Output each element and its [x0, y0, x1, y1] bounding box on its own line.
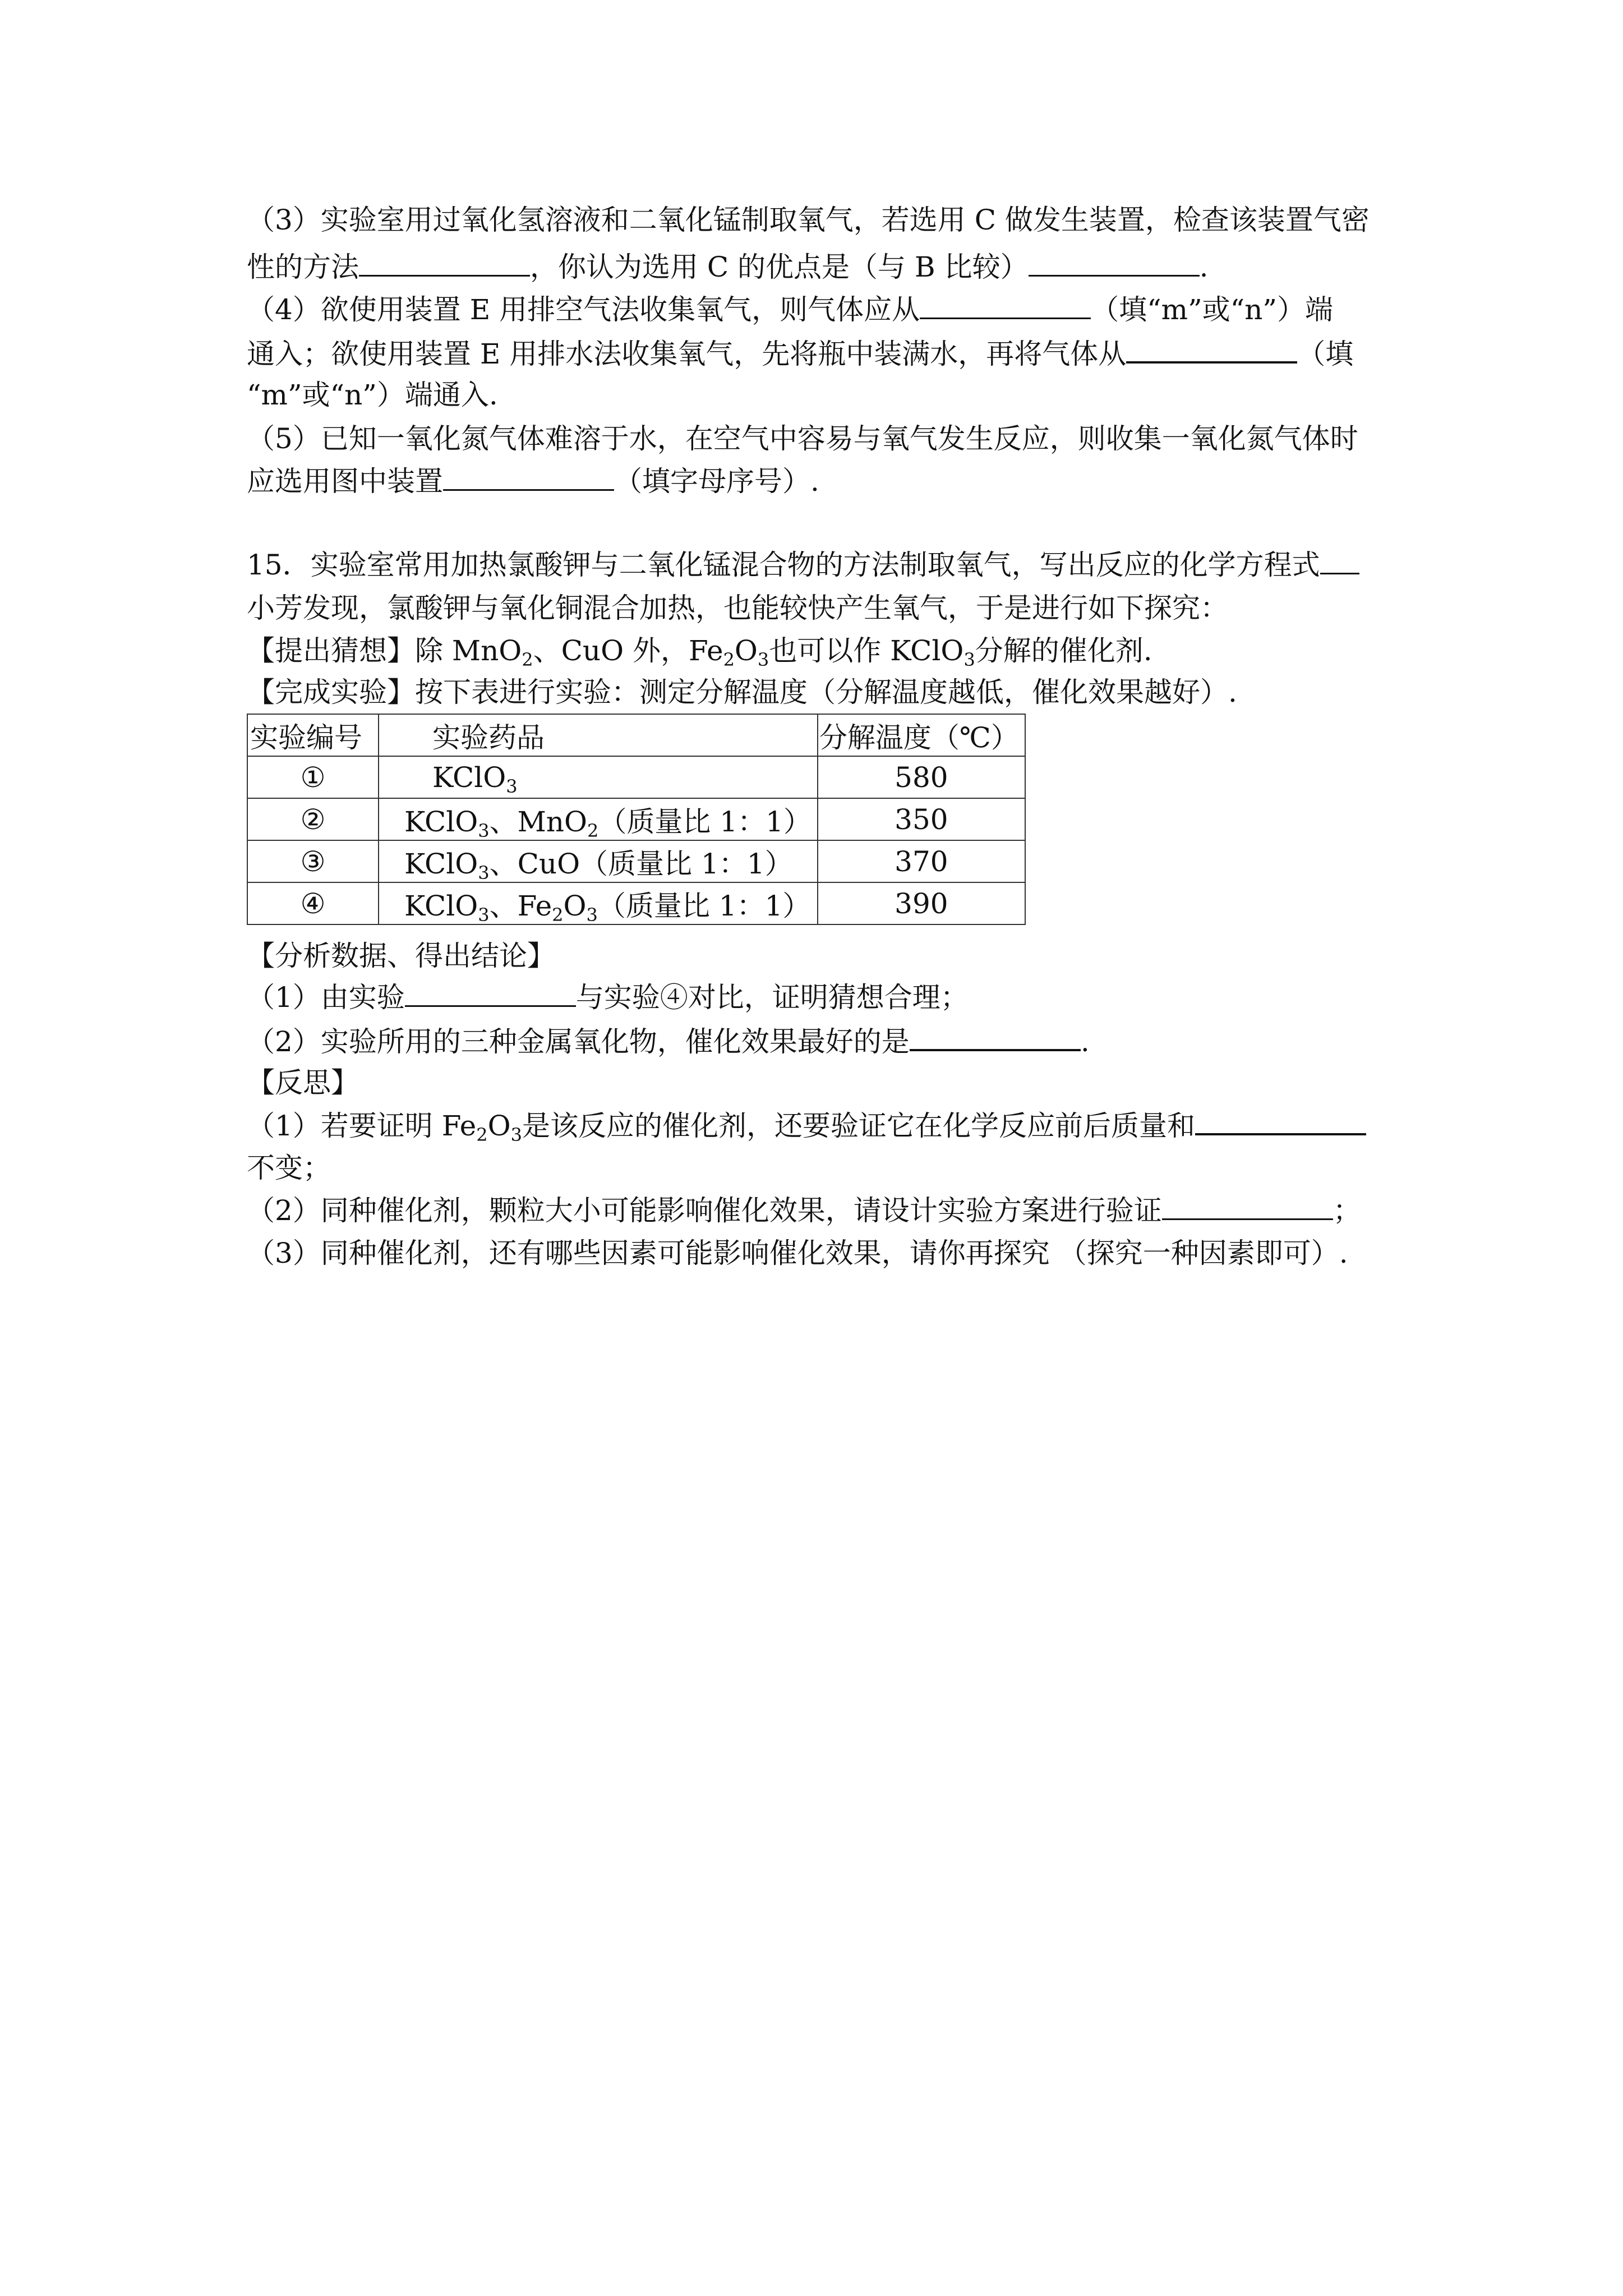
text: 不变； [247, 1152, 331, 1184]
subscript: 2 [587, 820, 599, 841]
subscript: 3 [963, 649, 975, 670]
text: ，你认为选用 C 的优点是（与 B 比较） [530, 251, 1029, 283]
q14-part4-line3 [247, 371, 1396, 418]
text: ； [1332, 1194, 1361, 1227]
subscript: 3 [478, 904, 490, 926]
table-header-cell: 分解温度（℃） [818, 714, 1025, 756]
q15-intro-line2 [247, 585, 1396, 632]
text: 性的方法 [247, 251, 359, 283]
text: O [487, 1110, 511, 1142]
answer-blank[interactable] [910, 1018, 1081, 1051]
text: （5）已知一氧化氮气体难溶于水，在空气中容易与氧气发生反应，则收集一氧化氮气体时 [247, 422, 1358, 455]
text: KClO [404, 847, 478, 880]
table-cell-drug [379, 798, 818, 840]
table-row [247, 798, 1025, 840]
q15-analysis-2 [247, 1018, 1396, 1065]
subscript: 3 [586, 904, 598, 926]
subscript: 3 [478, 862, 490, 884]
text: 15．实验室常用加热氯酸钾与二氧化锰混合物的方法制取氧气，写出反应的化学方程式 [247, 549, 1320, 581]
answer-blank[interactable] [405, 974, 576, 1007]
subscript: 3 [510, 1124, 522, 1145]
q15-reflection-1 [247, 1102, 1396, 1149]
answer-blank[interactable] [1320, 541, 1359, 574]
text: 【反思】 [247, 1066, 359, 1099]
q14-part4-line1 [247, 286, 1396, 333]
q15-analysis-heading [247, 932, 1396, 979]
text: （1）由实验 [247, 981, 405, 1014]
table-cell-temp: 390 [818, 882, 1025, 924]
q14-part3-line2 [247, 243, 1396, 291]
answer-blank[interactable] [1195, 1102, 1366, 1135]
text: KClO [432, 761, 506, 794]
table-header-cell: 实验编号 [247, 714, 379, 756]
subscript: 3 [478, 820, 490, 841]
text: KClO [404, 805, 478, 838]
text: （4）欲使用装置 E 用排空气法收集氧气，则气体应从 [247, 293, 920, 326]
table-cell-drug [379, 756, 818, 798]
q14-part5-line2 [247, 458, 1396, 505]
text: （质量比 1：1） [598, 805, 811, 838]
text: 、MnO [489, 805, 587, 838]
table-header-row [247, 714, 1025, 756]
table-cell-temp: 580 [818, 756, 1025, 798]
table-row [247, 882, 1025, 924]
text: 与实验④对比，证明猜想合理； [575, 981, 969, 1014]
q15-intro-line1 [247, 541, 1396, 588]
text: （2）同种催化剂，颗粒大小可能影响催化效果，请设计实验方案进行验证 [247, 1194, 1162, 1227]
table-cell-temp: 350 [818, 798, 1025, 840]
q15-reflection-1-cont [247, 1144, 1396, 1191]
text: “m”或“n”）端通入. [247, 379, 498, 411]
table-cell-id: ④ [247, 882, 379, 924]
q15-reflection-3 [247, 1230, 1396, 1277]
answer-blank[interactable] [443, 458, 614, 491]
table-cell-drug [379, 882, 818, 924]
q15-analysis-1 [247, 974, 1396, 1021]
text: （2）实验所用的三种金属氧化物，催化效果最好的是 [247, 1025, 910, 1058]
text: . [1080, 1025, 1090, 1058]
text: 【提出猜想】除 MnO [247, 634, 522, 667]
text: （质量比 1：1） [597, 889, 811, 922]
text: 、CuO（质量比 1：1） [489, 847, 793, 880]
text: . [1199, 251, 1209, 283]
text: 【完成实验】按下表进行实验：测定分解温度（分解温度越低，催化效果越好）. [247, 676, 1237, 708]
table-cell-id: ① [247, 756, 379, 798]
table-cell-id: ③ [247, 840, 379, 882]
subscript: 2 [552, 904, 564, 926]
text: 小芳发现，氯酸钾与氧化铜混合加热，也能较快产生氧气，于是进行如下探究： [247, 592, 1228, 624]
text: KClO [404, 889, 478, 922]
text: （3）同种催化剂，还有哪些因素可能影响催化效果，请你再探究 （探究一种因素即可）. [247, 1237, 1348, 1269]
q14-part3-line1 [247, 196, 1396, 243]
q15-hypothesis [247, 627, 1396, 674]
text: 是该反应的催化剂，还要验证它在化学反应前后质量和 [522, 1110, 1195, 1142]
answer-blank[interactable] [1162, 1187, 1333, 1220]
q15-reflection-2 [247, 1187, 1396, 1234]
text: 、CuO 外，Fe [533, 634, 723, 667]
subscript: 2 [723, 649, 735, 670]
table-header-cell: 实验药品 [379, 714, 818, 756]
text: 应选用图中装置 [247, 465, 443, 498]
q15-complete-experiment [247, 669, 1396, 716]
subscript: 2 [522, 649, 533, 670]
q14-part4-line2 [247, 330, 1396, 378]
q14-part5-line1 [247, 415, 1396, 462]
subscript: 2 [476, 1124, 488, 1145]
table-row [247, 756, 1025, 798]
experiment-table [247, 714, 1026, 925]
table-cell-temp: 370 [818, 840, 1025, 882]
text: （填“m”或“n”）端 [1091, 293, 1333, 326]
text: 通入；欲使用装置 E 用排水法收集氧气，先将瓶中装满水，再将气体从 [247, 338, 1127, 370]
text: O [734, 634, 758, 667]
q15-reflection-heading [247, 1059, 1396, 1106]
text: （填字母序号）. [614, 465, 819, 498]
subscript: 3 [757, 649, 769, 670]
text: （1）若要证明 Fe [247, 1110, 477, 1142]
table-row [247, 840, 1025, 882]
answer-blank[interactable] [359, 243, 530, 277]
text: 、Fe [489, 889, 552, 922]
text: （3）实验室用过氧化氢溶液和二氧化锰制取氧气，若选用 C 做发生装置，检查该装置气密 [247, 204, 1370, 236]
text: 【分析数据、得出结论】 [247, 940, 555, 972]
text: 分解的催化剂. [975, 634, 1152, 667]
answer-blank[interactable] [1029, 243, 1200, 277]
text: 也可以作 KClO [769, 634, 964, 667]
text: （填 [1297, 338, 1354, 370]
subscript: 3 [506, 775, 518, 797]
text: O [563, 889, 587, 922]
table-cell-drug [379, 840, 818, 882]
answer-blank[interactable] [920, 286, 1091, 319]
table-cell-id: ② [247, 798, 379, 840]
answer-blank[interactable] [1126, 330, 1297, 364]
